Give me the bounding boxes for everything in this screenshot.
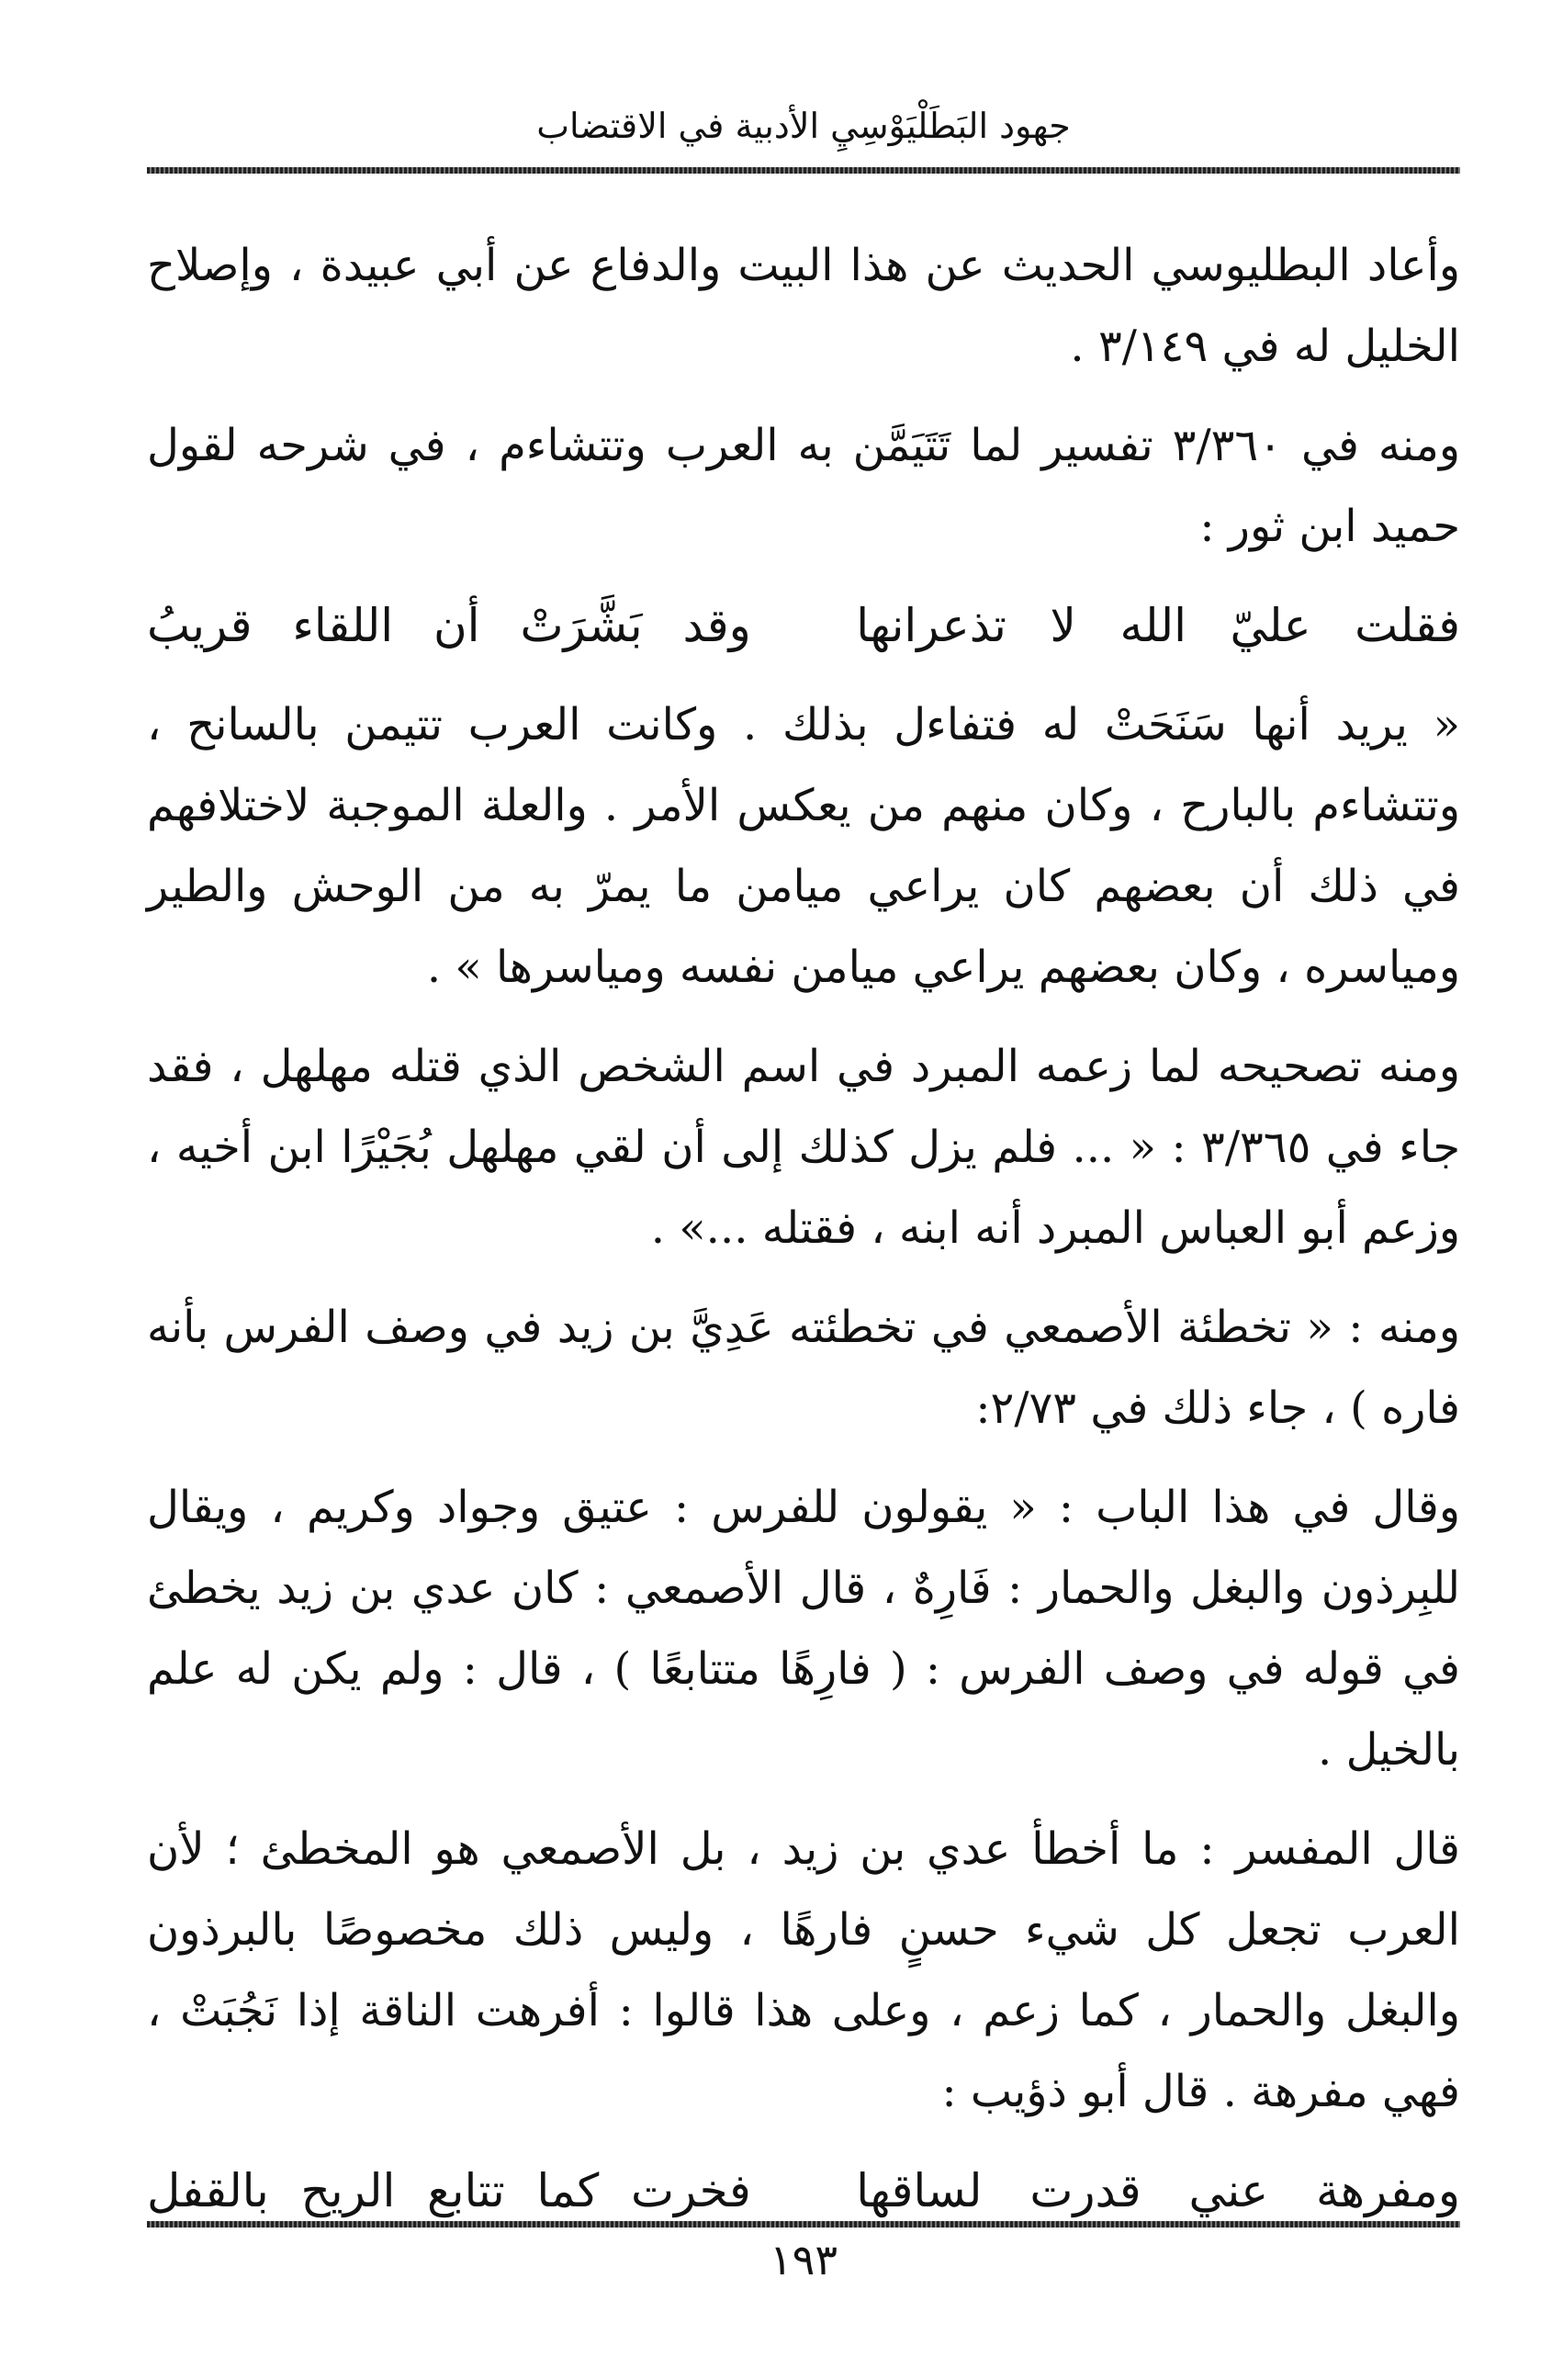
verse-2-second-hemistich: فخرت كما تتابع الريح بالقفل — [147, 2164, 751, 2217]
paragraph-5: ومنه : « تخطئة الأصمعي في تخطئته عَدِيَّ بن زيد في وصف الفرس بأنه فاره ) ، جاء ذلك في ٢/٧٣: — [147, 1302, 1460, 1434]
running-title: جهود البَطَلْيَوْسِيِ الأدبية في الاقتضاب — [536, 106, 1071, 146]
paragraph-7: قال المفسر : ما أخطأ عدي بن زيد ، بل الأصمعي هو المخطئ ؛ لأن العرب تجعل كل شيء حسنٍ فارهًا ، وليس ذلك مخصوصًا بالبرذون والبغل والحمار ، كما زعم ، وعلى هذا قالوا : أفرهت الناقة إذا نَجُبَتْ ، فهي مفرهة . قال أبو ذؤيب : — [147, 1823, 1460, 2117]
paragraph-4: ومنه تصحيحه لما زعمه المبرد في اسم الشخص الذي قتله مهلهل ، فقد جاء في ٣/٣٦٥ : « ... فلم يزل كذلك إلى أن لقي مهلهل بُجَيْرًا ابن أخيه ، وزعم أبو العباس المبرد أنه ابنه ، فقتله ...» . — [147, 1041, 1460, 1254]
header-rule — [147, 167, 1460, 174]
footer-rule — [147, 2221, 1460, 2228]
verse-hamid-ibn-thawr — [147, 585, 1460, 666]
verse-2-first-hemistich: ومفرهة عني قدرت لساقها — [856, 2164, 1460, 2217]
body-text — [147, 225, 1460, 2250]
verse-abu-dhuayb — [147, 2150, 1460, 2231]
paragraph-1: وأعاد البطليوسي الحديث عن هذا البيت والدفاع عن أبي عبيدة ، وإصلاح الخليل له في ٣/١٤٩ . — [147, 240, 1460, 372]
verse-1-first-hemistich: فقلت عليّ الله لا تذعرانها — [856, 599, 1460, 652]
paragraph-3: « يريد أنها سَنَحَتْ له فتفاءل بذلك . وكانت العرب تتيمن بالسانح ، وتتشاءم بالبارح ، وكان منهم من يعكس الأمر . والعلة الموجبة لاختلافهم في ذلك أن بعضهم كان يراعي ميامن ما يمرّ به من الوحش والطير ومياسره ، وكان بعضهم يراعي ميامن نفسه ومياسرها » . — [147, 699, 1461, 993]
paragraph-2: ومنه في ٣/٣٦٠ تفسير لما تَتَيَمَّن به العرب وتتشاءم ، في شرحه لقول حميد ابن ثور : — [147, 420, 1460, 552]
verse-1-second-hemistich: وقد بَشَّرَتْ أن اللقاء قريبُ — [147, 599, 751, 652]
page-number: ١٩٣ — [769, 2235, 838, 2284]
paragraph-6: وقال في هذا الباب : « يقولون للفرس : عتيق وجواد وكريم ، ويقال للبِرذون والبغل والحمار : فَارِهٌ ، قال الأصمعي : كان عدي بن زيد يخطئ في قوله في وصف الفرس : ( فارِهًا متتابعًا ) ، قال : ولم يكن له علم بالخيل . — [147, 1482, 1460, 1776]
